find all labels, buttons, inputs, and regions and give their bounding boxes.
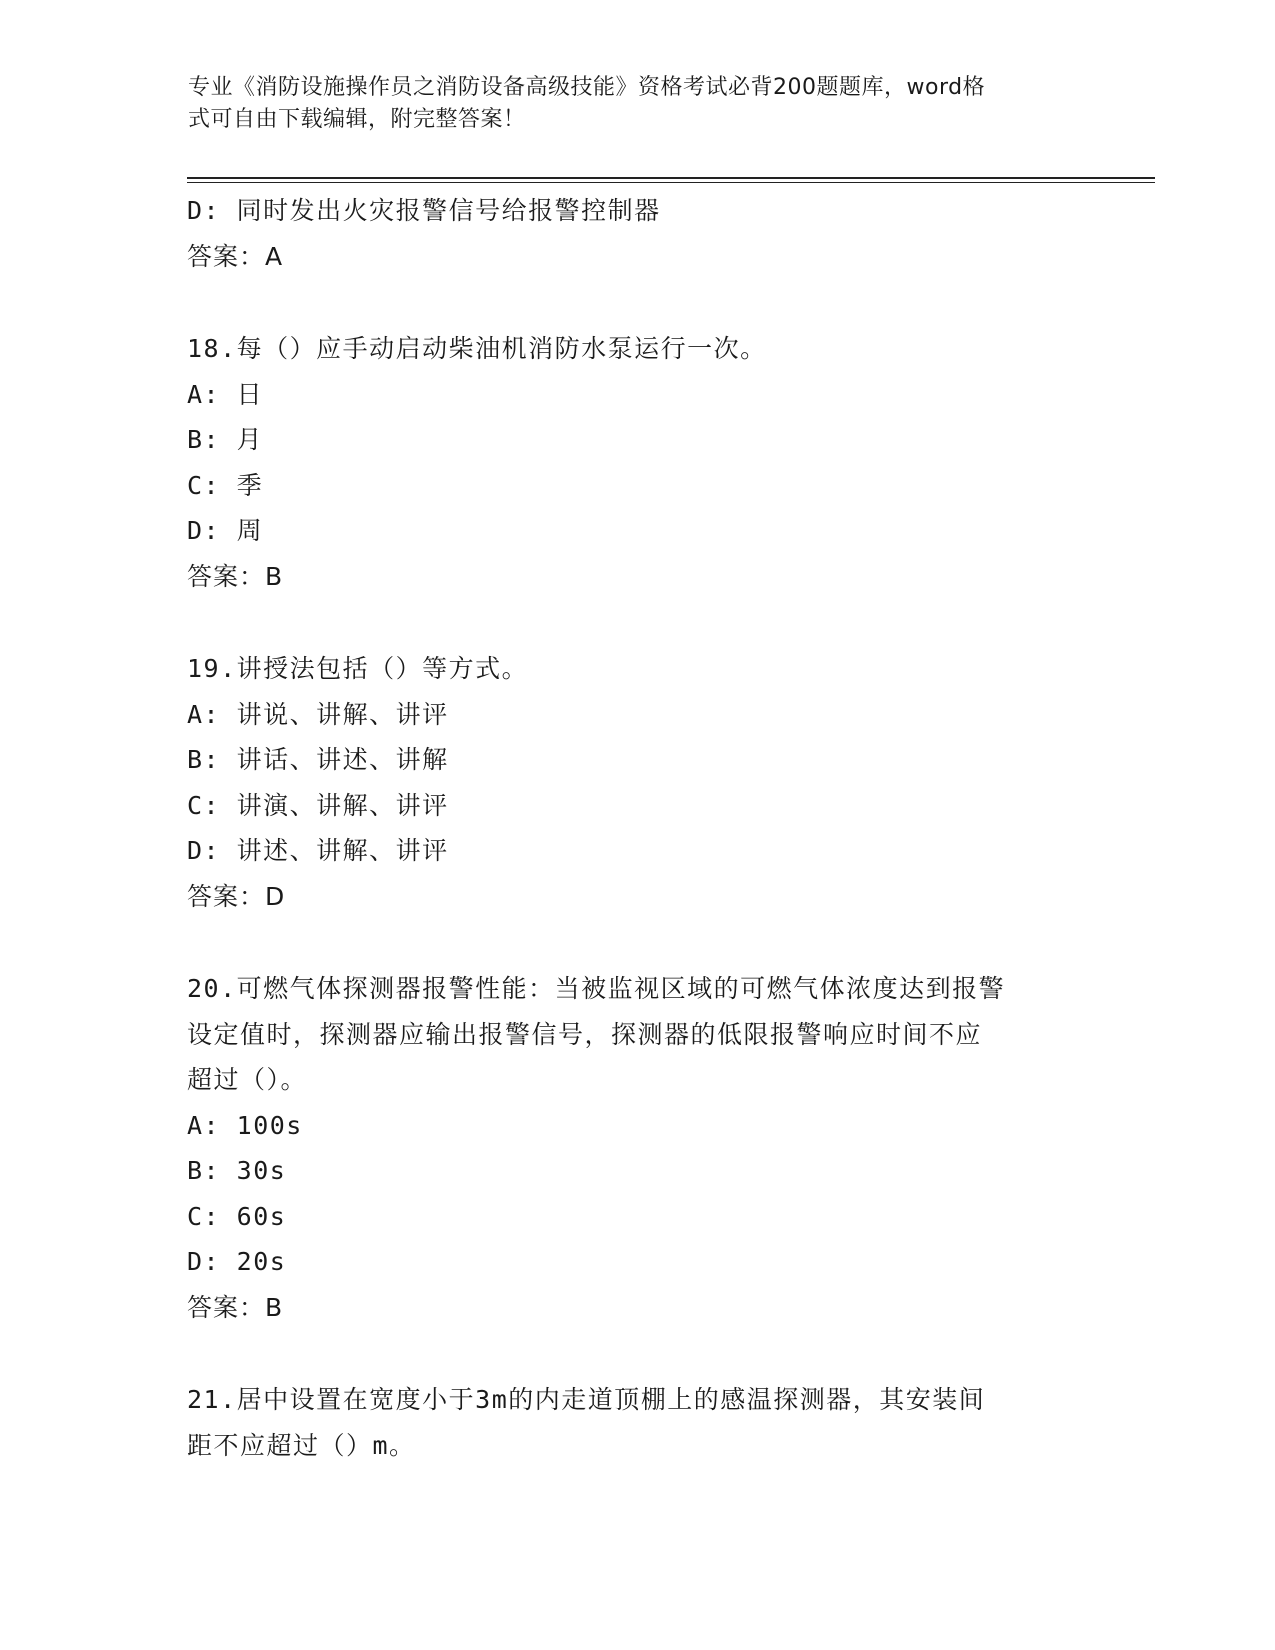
header-divider-top: [187, 177, 1155, 179]
option-c: C: 60s: [187, 1201, 287, 1231]
option-d: D: 讲述、讲解、讲评: [187, 836, 449, 865]
question-18: [187, 326, 1087, 599]
question-20: [187, 966, 1087, 1330]
question-19: [187, 646, 1087, 919]
question-21: [187, 1377, 1087, 1468]
option-c: C: 讲演、讲解、讲评: [187, 790, 449, 820]
option-d: D: 20s: [187, 1247, 287, 1276]
option-a: A: 100s: [187, 1110, 303, 1140]
document-header: [188, 72, 1068, 136]
option-a: A: 日: [187, 379, 264, 409]
question-stem: 20.可燃气体探测器报警性能：当被监视区域的可燃气体浓度达到报警: [187, 974, 1006, 1003]
answer: 答案：D: [187, 881, 286, 911]
question-stem: 19.讲授法包括（）等方式。: [187, 654, 529, 683]
question-stem: 距不应超过（）m。: [187, 1430, 416, 1460]
answer: 答案：A: [187, 241, 284, 271]
answer: 答案：B: [187, 1292, 284, 1322]
option-b: B: 月: [187, 425, 264, 454]
answer: 答案：B: [187, 561, 284, 591]
question-stem: 超过（）。: [187, 1065, 308, 1094]
header-line-1: 专业《消防设施操作员之消防设备高级技能》资格考试必背200题题库，word格: [188, 75, 986, 100]
question-stem: 21.居中设置在宽度小于3m的内走道顶棚上的感温探测器，其安装间: [187, 1385, 986, 1414]
header-divider-bottom: [187, 182, 1155, 183]
question-list: [187, 188, 1087, 1468]
option-b: B: 讲话、讲述、讲解: [187, 745, 449, 774]
header-line-2: 式可自由下载编辑，附完整答案！: [188, 107, 526, 132]
option-d: D: 同时发出火灾报警信号给报警控制器: [187, 196, 661, 225]
option-c: C: 季: [187, 470, 264, 500]
option-b: B: 30s: [187, 1156, 287, 1185]
question-stem: 设定值时，探测器应输出报警信号，探测器的低限报警响应时间不应: [187, 1019, 983, 1049]
option-a: A: 讲说、讲解、讲评: [187, 699, 449, 729]
question-stem: 18.每（）应手动启动柴油机消防水泵运行一次。: [187, 334, 767, 363]
option-d: D: 周: [187, 516, 264, 545]
